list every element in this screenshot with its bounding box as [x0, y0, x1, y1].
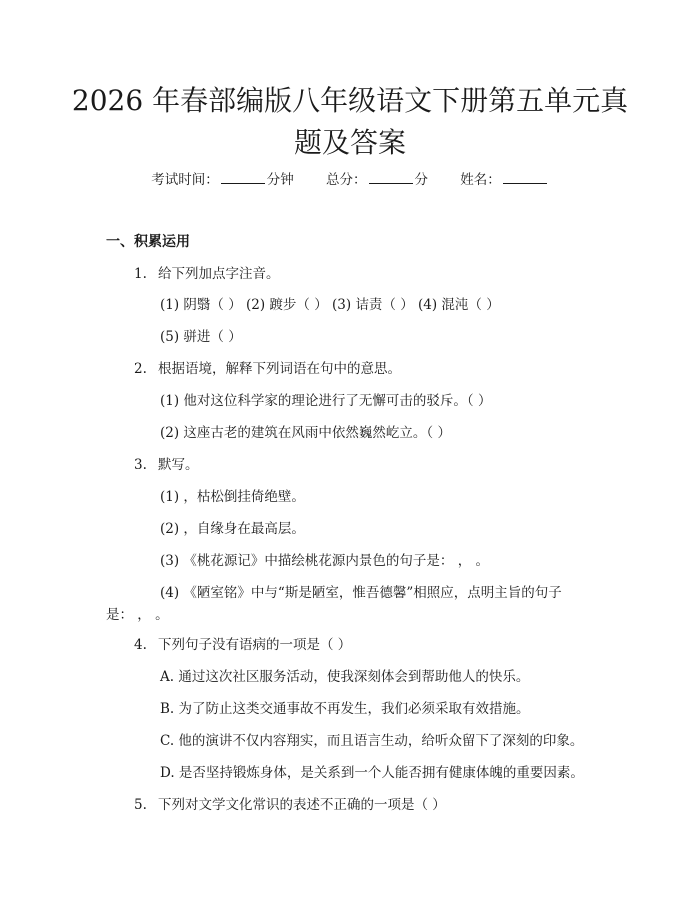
- exam-time: 考试时间： 分钟: [151, 172, 294, 188]
- question-1-sub-1: (1) 阴翳（ ） (2) 踱步（ ） (3) 诘责（ ） (4) 混沌（ ）: [160, 297, 500, 313]
- question-4-option-b: B. 为了防止这类交通事故不再发生，我们必须采取有效措施。: [160, 701, 530, 717]
- question-4-option-a: A. 通过这次社区服务活动，使我深刻体会到帮助他人的快乐。: [160, 669, 530, 685]
- section-heading: 一、积累运用: [106, 234, 190, 250]
- question-2-sub-1: (1) 他对这位科学家的理论进行了无懈可击的驳斥。（ ）: [160, 393, 492, 409]
- question-3-sub-4: (4) 《陋室铭》中与“斯是陋室，惟吾德馨”相照应，点明主旨的句子: [160, 585, 562, 601]
- question-4: 4. 下列句子没有语病的一项是（ ）: [134, 637, 352, 653]
- question-1: 1. 给下列加点字注音。: [134, 266, 280, 282]
- question-3-sub-4-cont: 是： ， 。: [106, 607, 169, 623]
- question-3-sub-2: (2) ，自缘身在最高层。: [160, 521, 305, 537]
- time-blank: [221, 171, 265, 184]
- question-2: 2. 根据语境，解释下列词语在句中的意思。: [134, 361, 401, 377]
- name-blank: [503, 171, 547, 184]
- question-2-sub-2: (2) 这座古老的建筑在风雨中依然巍然屹立。（ ）: [160, 425, 451, 441]
- score-blank: [369, 171, 413, 184]
- question-4-option-d: D. 是否坚持锻炼身体，是关系到一个人能否拥有健康体魄的重要因素。: [160, 765, 584, 781]
- title-line-2: 题及答案: [293, 126, 406, 159]
- exam-name: 姓名：: [460, 172, 549, 188]
- question-3-sub-3: (3) 《桃花源记》中描绘桃花源内景色的句子是： ， 。: [160, 553, 489, 569]
- title-line-1: 2026 年春部编版八年级语文下册第五单元真: [71, 84, 629, 117]
- exam-score: 总分： 分: [326, 172, 428, 188]
- page-title: [0, 80, 700, 164]
- question-3: 3. 默写。: [134, 457, 199, 473]
- question-5: 5. 下列对文学文化常识的表述不正确的一项是（ ）: [134, 797, 446, 813]
- question-4-option-c: C. 他的演讲不仅内容翔实，而且语言生动，给听众留下了深刻的印象。: [160, 733, 584, 749]
- question-1-sub-2: (5) 骈进（ ）: [160, 329, 242, 345]
- exam-meta: [0, 168, 700, 188]
- question-3-sub-1: (1) ，枯松倒挂倚绝壁。: [160, 489, 305, 505]
